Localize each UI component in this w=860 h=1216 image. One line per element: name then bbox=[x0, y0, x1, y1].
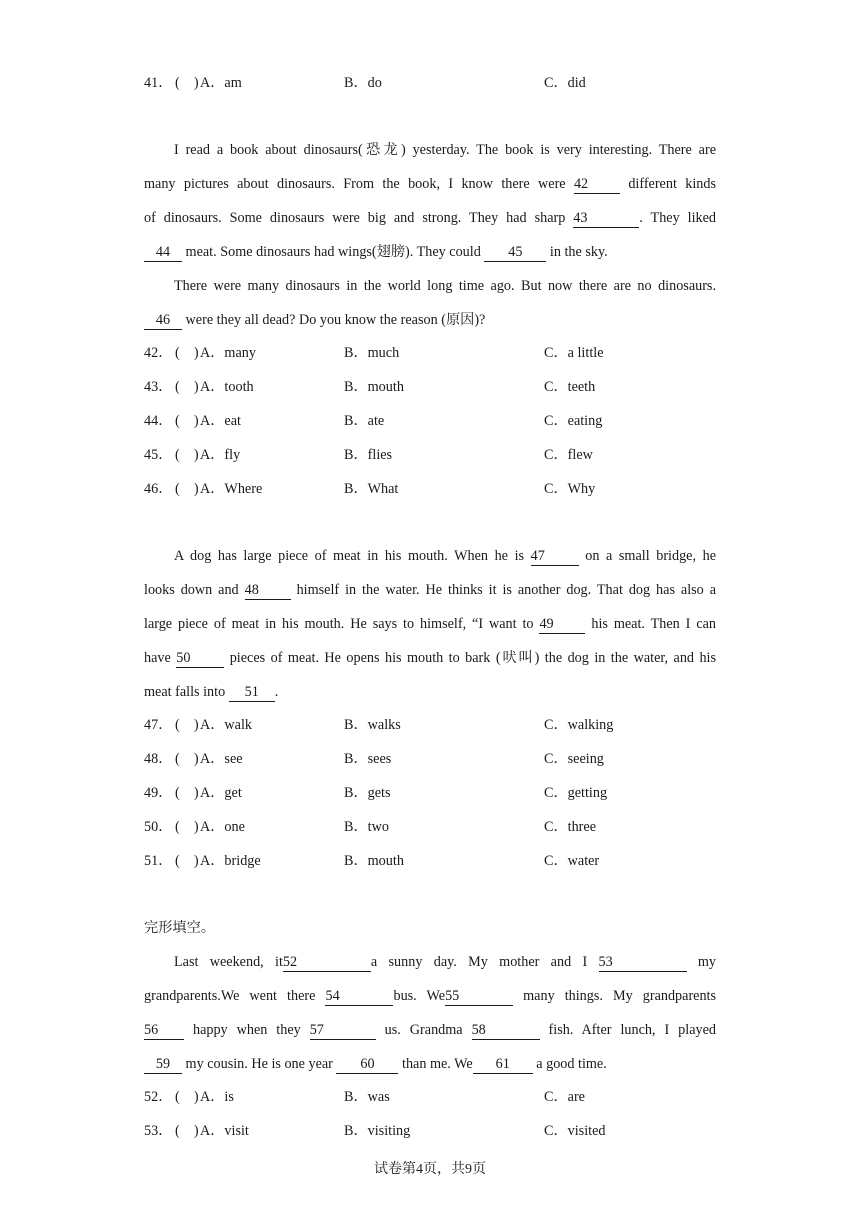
question-47 bbox=[144, 715, 716, 735]
option-b[interactable]: B．ate bbox=[344, 413, 385, 429]
blank-45: 45 bbox=[484, 244, 546, 262]
option-b[interactable]: B．sees bbox=[344, 751, 392, 767]
passage-line: meat falls into 51 . bbox=[144, 684, 279, 700]
option-c[interactable]: C．eating bbox=[544, 413, 603, 429]
blank-57: 57 bbox=[310, 1022, 376, 1040]
passage-weekend bbox=[144, 952, 716, 1074]
question-number: 42． bbox=[144, 345, 173, 361]
answer-blank[interactable]: ( ) bbox=[175, 1123, 199, 1139]
passage-line: There were many dinosaurs in the world long time ago. But now there are no dinosaurs. bbox=[174, 278, 716, 294]
option-c[interactable]: C．walking bbox=[544, 717, 614, 733]
option-a[interactable]: A．visit bbox=[200, 1123, 249, 1139]
option-b[interactable]: B．walks bbox=[344, 717, 401, 733]
option-c[interactable]: C．three bbox=[544, 819, 597, 835]
blank-43: 43 bbox=[573, 210, 639, 228]
section-title: 完形填空。 bbox=[144, 920, 215, 936]
answer-blank[interactable]: ( ) bbox=[175, 1089, 199, 1105]
blank-52: 52 bbox=[283, 954, 371, 972]
blank-58: 58 bbox=[472, 1022, 540, 1040]
question-52 bbox=[144, 1087, 716, 1107]
passage-line: 46 were they all dead? Do you know the reason (原因)? bbox=[144, 310, 716, 330]
passage-line: 44 meat. Some dinosaurs had wings(翅膀). They could 45 in the sky. bbox=[144, 242, 716, 262]
passage-line: 59 my cousin. He is one year 60 than me. We 61 a good time. bbox=[144, 1054, 716, 1074]
question-number: 48． bbox=[144, 751, 173, 767]
option-a[interactable]: A．Where bbox=[200, 481, 263, 497]
option-b[interactable]: B．visiting bbox=[344, 1123, 411, 1139]
answer-blank[interactable]: ( ) bbox=[175, 785, 199, 801]
answer-blank[interactable]: ( ) bbox=[175, 379, 199, 395]
question-45 bbox=[144, 445, 716, 465]
blank-50: 50 bbox=[176, 650, 224, 668]
question-41 bbox=[144, 73, 716, 93]
blank-56: 56 bbox=[144, 1022, 184, 1040]
passage-line: large piece of meat in his mouth. He says to himself, “I want to 49 his meat. Then I can bbox=[144, 616, 717, 632]
question-number: 46． bbox=[144, 481, 173, 497]
question-number: 47． bbox=[144, 717, 173, 733]
option-b[interactable]: B．was bbox=[344, 1089, 390, 1105]
option-a[interactable]: A．fly bbox=[200, 447, 241, 463]
answer-blank[interactable]: ( ) bbox=[175, 853, 199, 869]
blank-60: 60 bbox=[336, 1056, 398, 1074]
question-number: 45． bbox=[144, 447, 173, 463]
option-a[interactable]: A．see bbox=[200, 751, 243, 767]
option-c[interactable]: C．getting bbox=[544, 785, 608, 801]
blank-47: 47 bbox=[531, 548, 579, 566]
question-number: 51． bbox=[144, 853, 173, 869]
option-b[interactable]: B．gets bbox=[344, 785, 391, 801]
blank-51: 51 bbox=[229, 684, 275, 702]
option-c[interactable]: C．are bbox=[544, 1089, 585, 1105]
passage-line: of dinosaurs. Some dinosaurs were big and strong. They had sharp 43 . They liked bbox=[144, 210, 717, 226]
passage-line: looks down and 48 himself in the water. He thinks it is another dog. That dog has also a bbox=[144, 582, 717, 598]
question-48 bbox=[144, 749, 716, 769]
question-number: 50． bbox=[144, 819, 173, 835]
passage-line: have 50 pieces of meat. He opens his mouth to bark (吠叫) the dog in the water, and his bbox=[144, 650, 717, 666]
question-number: 53． bbox=[144, 1123, 173, 1139]
option-a[interactable]: A．get bbox=[200, 785, 242, 801]
option-c[interactable]: C．did bbox=[544, 75, 586, 91]
option-a[interactable]: A．is bbox=[200, 1089, 234, 1105]
answer-blank[interactable]: ( ) bbox=[175, 481, 199, 497]
option-b[interactable]: B．much bbox=[344, 345, 400, 361]
blank-44: 44 bbox=[144, 244, 182, 262]
blank-49: 49 bbox=[539, 616, 585, 634]
question-number: 41． bbox=[144, 75, 173, 91]
question-53 bbox=[144, 1121, 716, 1141]
passage-line: 56 happy when they 57 us. Grandma 58 fish. After lunch, I played bbox=[144, 1022, 716, 1038]
option-c[interactable]: C．visited bbox=[544, 1123, 606, 1139]
passage-line: grandparents.We went there 54 bus. We55 many things. My grandparents bbox=[144, 988, 717, 1004]
answer-blank[interactable]: ( ) bbox=[175, 819, 199, 835]
question-51 bbox=[144, 851, 716, 871]
option-a[interactable]: A．tooth bbox=[200, 379, 254, 395]
option-b[interactable]: B．do bbox=[344, 75, 382, 91]
option-a[interactable]: A．many bbox=[200, 345, 256, 361]
answer-blank[interactable]: ( ) bbox=[175, 717, 199, 733]
answer-blank[interactable]: ( ) bbox=[175, 447, 199, 463]
option-b[interactable]: B．mouth bbox=[344, 379, 404, 395]
option-a[interactable]: A．walk bbox=[200, 717, 253, 733]
option-b[interactable]: B．flies bbox=[344, 447, 393, 463]
answer-blank[interactable]: ( ) bbox=[175, 75, 199, 91]
question-number: 43． bbox=[144, 379, 173, 395]
passage-line: Last weekend, it52 a sunny day. My mother and I 53 my bbox=[174, 954, 717, 970]
option-a[interactable]: A．one bbox=[200, 819, 245, 835]
question-number: 44． bbox=[144, 413, 173, 429]
question-number: 52． bbox=[144, 1089, 173, 1105]
question-43 bbox=[144, 377, 716, 397]
option-c[interactable]: C．Why bbox=[544, 481, 596, 497]
answer-blank[interactable]: ( ) bbox=[175, 751, 199, 767]
blank-46: 46 bbox=[144, 312, 182, 330]
passage-dinosaurs bbox=[144, 140, 716, 330]
option-c[interactable]: C．a little bbox=[544, 345, 604, 361]
passage-line: many pictures about dinosaurs. From the book, I know there were 42 different kinds bbox=[144, 176, 716, 192]
blank-55: 55 bbox=[445, 988, 513, 1006]
option-a[interactable]: A．am bbox=[200, 75, 242, 91]
option-b[interactable]: B．What bbox=[344, 481, 399, 497]
blank-42: 42 bbox=[574, 176, 620, 194]
question-49 bbox=[144, 783, 716, 803]
option-a[interactable]: A．eat bbox=[200, 413, 241, 429]
option-c[interactable]: C．water bbox=[544, 853, 600, 869]
answer-blank[interactable]: ( ) bbox=[175, 413, 199, 429]
question-42 bbox=[144, 343, 716, 363]
question-44 bbox=[144, 411, 716, 431]
answer-blank[interactable]: ( ) bbox=[175, 345, 199, 361]
question-50 bbox=[144, 817, 716, 837]
option-b[interactable]: B．mouth bbox=[344, 853, 404, 869]
option-a[interactable]: A．bridge bbox=[200, 853, 261, 869]
passage-line: A dog has large piece of meat in his mouth. When he is 47 on a small bridge, he bbox=[174, 548, 717, 564]
blank-59: 59 bbox=[144, 1056, 182, 1074]
option-c[interactable]: C．flew bbox=[544, 447, 593, 463]
blank-48: 48 bbox=[245, 582, 291, 600]
blank-61: 61 bbox=[473, 1056, 533, 1074]
blank-53: 53 bbox=[599, 954, 687, 972]
question-46 bbox=[144, 479, 716, 499]
question-number: 49． bbox=[144, 785, 173, 801]
option-c[interactable]: C．seeing bbox=[544, 751, 604, 767]
blank-54: 54 bbox=[325, 988, 393, 1006]
page-footer: 试卷第4页，共9页 bbox=[374, 1162, 486, 1177]
passage-line: I read a book about dinosaurs(恐龙) yesterday. The book is very interesting. There are bbox=[174, 142, 716, 158]
option-c[interactable]: C．teeth bbox=[544, 379, 596, 395]
passage-dog bbox=[144, 546, 716, 702]
option-b[interactable]: B．two bbox=[344, 819, 389, 835]
